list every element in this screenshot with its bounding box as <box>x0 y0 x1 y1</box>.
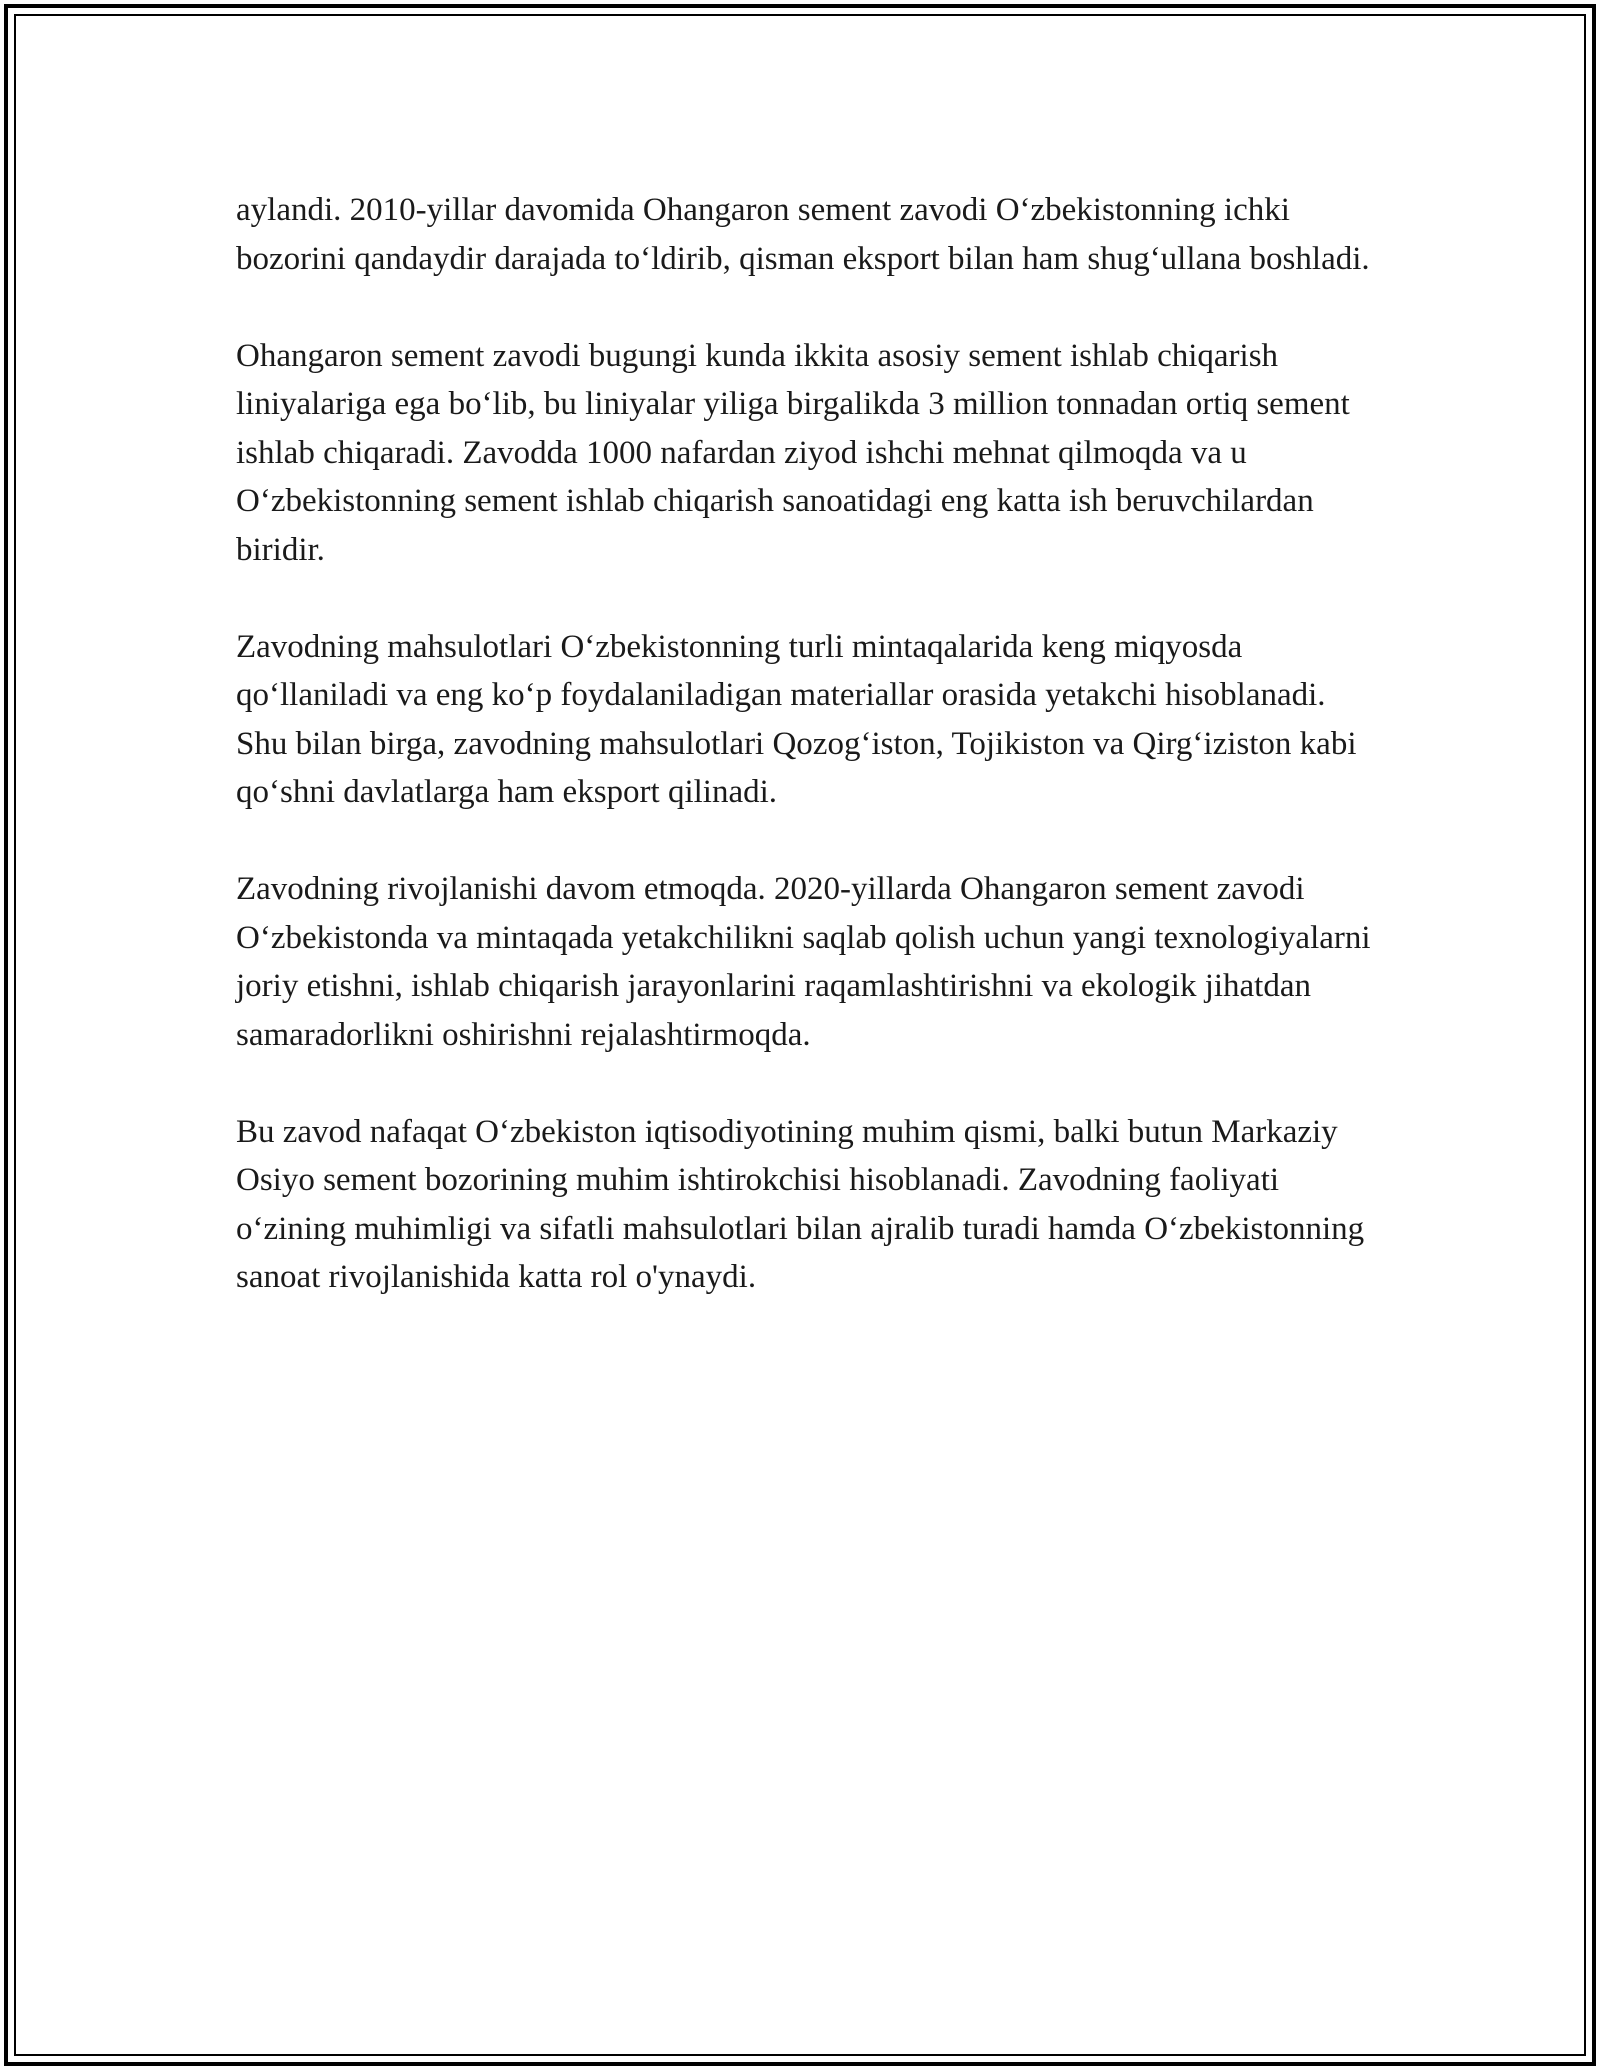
paragraph-2: Ohangaron sement zavodi bugungi kunda ikkita asosiy sement ishlab chiqarish liniyalariga ega bo‘lib, bu liniyalar yiliga birgalikda 3 million tonnadan ortiq sement ishlab chiqaradi. Zavodda 1000 nafardan ziyod ishchi mehnat qilmoqda va u O‘zbekistonning sement ishlab chiqarish sanoatidagi eng katta ish beruvchilardan biridir. <box>236 337 1350 568</box>
paragraph-3: Zavodning mahsulotlari O‘zbekistonning turli mintaqalarida keng miqyosda qo‘llaniladi va eng ko‘p foydalaniladigan materiallar orasida yetakchi hisoblanadi. Shu bilan birga, zavodning mahsulotlari Qozog‘iston, Tojikiston va Qirg‘iziston kabi qo‘shni davlatlarga ham eksport qilinadi. <box>236 628 1357 810</box>
paragraph-1: aylandi. 2010-yillar davomida Ohangaron sement zavodi O‘zbekistonning ichki bozorini qandaydir darajada to‘ldirib, qisman eksport bilan ham shug‘ullana boshladi. <box>236 192 1370 277</box>
paragraph-4: Zavodning rivojlanishi davom etmoqda. 2020-yillarda Ohangaron sement zavodi O‘zbekistonda va mintaqada yetakchilikni saqlab qolish uchun yangi texnologiyalarni joriy etishni, ishlab chiqarish jarayonlarini raqamlashtirishni va ekologik jihatdan samaradorlikni oshirishni rejalashtirmoqda. <box>236 871 1371 1053</box>
paragraph-5: Bu zavod nafaqat O‘zbekiston iqtisodiyotining muhim qismi, balki butun Markaziy Osiyo sement bozorining muhim ishtirokchisi hisoblanadi. Zavodning faoliyati o‘zining muhimligi va sifatli mahsulotlari bilan ajralib turadi hamda O‘zbekistonning sanoat rivojlanishida katta rol o'ynaydi. <box>236 1113 1365 1295</box>
document-body <box>236 186 1376 1350</box>
